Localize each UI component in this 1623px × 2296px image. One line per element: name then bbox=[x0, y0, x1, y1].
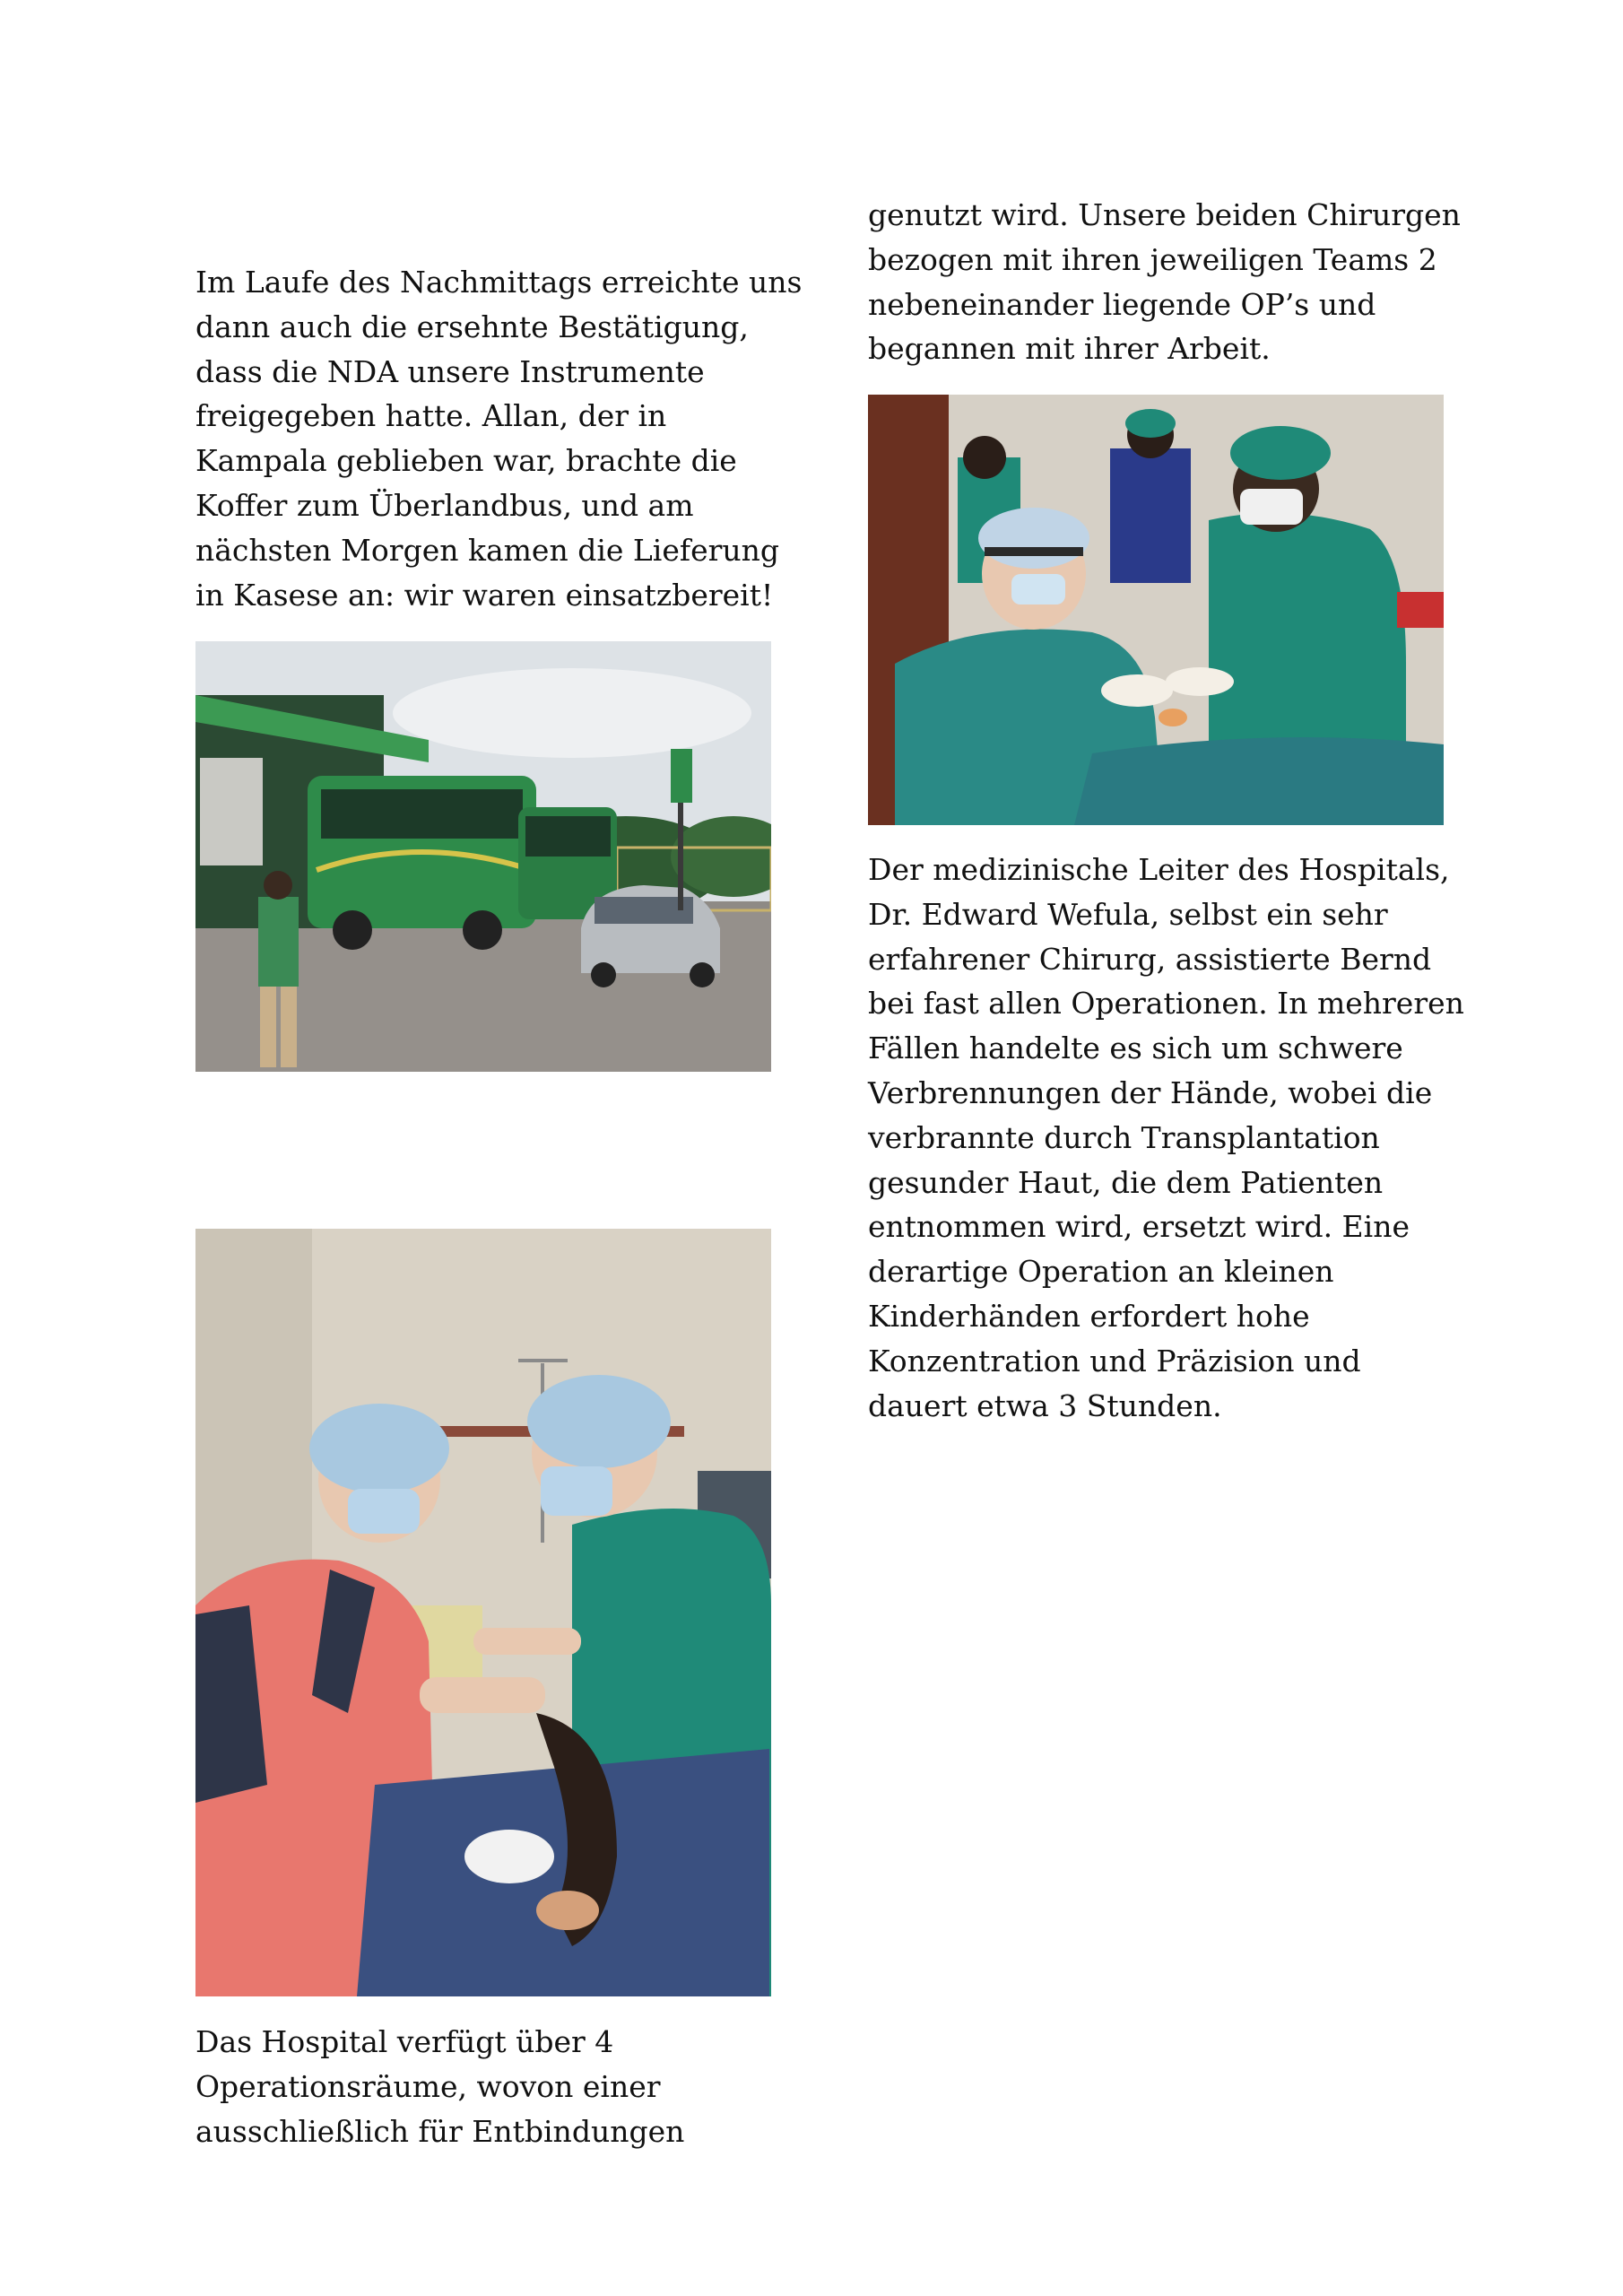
left-paragraph-arrival: Im Laufe des Nachmittags erreichte uns dann auch die ersehnte Bestätigung, dass die NDA unsere Instrumente freigegeben hatte. Allan, der in Kampala geblieben war, brachte die Koffer zum Überlandbus, und am nächsten Morgen kamen die Lieferung in Kasese an: wir waren einsatzbereit! bbox=[195, 265, 803, 613]
photo-surgery-in-progress bbox=[868, 395, 1444, 825]
right-paragraph-surgeons: genutzt wird. Unsere beiden Chirurgen bezogen mit ihren jeweiligen Teams 2 nebeneinander liegende OP’s und begannen mit ihrer Arbeit. bbox=[868, 197, 1461, 367]
surgery-illustration bbox=[868, 395, 1444, 825]
bus-station-illustration bbox=[195, 641, 771, 1072]
right-paragraph-medical-director: Der medizinische Leiter des Hospitals, Dr. Edward Wefula, selbst ein sehr erfahrener Chirurg, assistierte Bernd bei fast allen Operationen. In mehreren Fällen handelte es sich um schwere Verbrennungen der Hände, wobei die verbrannte durch Transplantation gesunder Haut, die dem Patienten entnommen wird, ersetzt wird. Eine derartige Operation an kleinen Kinderhänden erfordert hohe Konzentration und Präzision und dauert etwa 3 Stunden. bbox=[868, 852, 1464, 1423]
photo-operation-team bbox=[195, 1229, 771, 1996]
operation-illustration bbox=[195, 1229, 771, 1996]
left-paragraph-operating-rooms: Das Hospital verfügt über 4 Operationsräume, wovon einer ausschließlich für Entbindungen bbox=[195, 2024, 685, 2149]
photo-bus-station bbox=[195, 641, 771, 1072]
